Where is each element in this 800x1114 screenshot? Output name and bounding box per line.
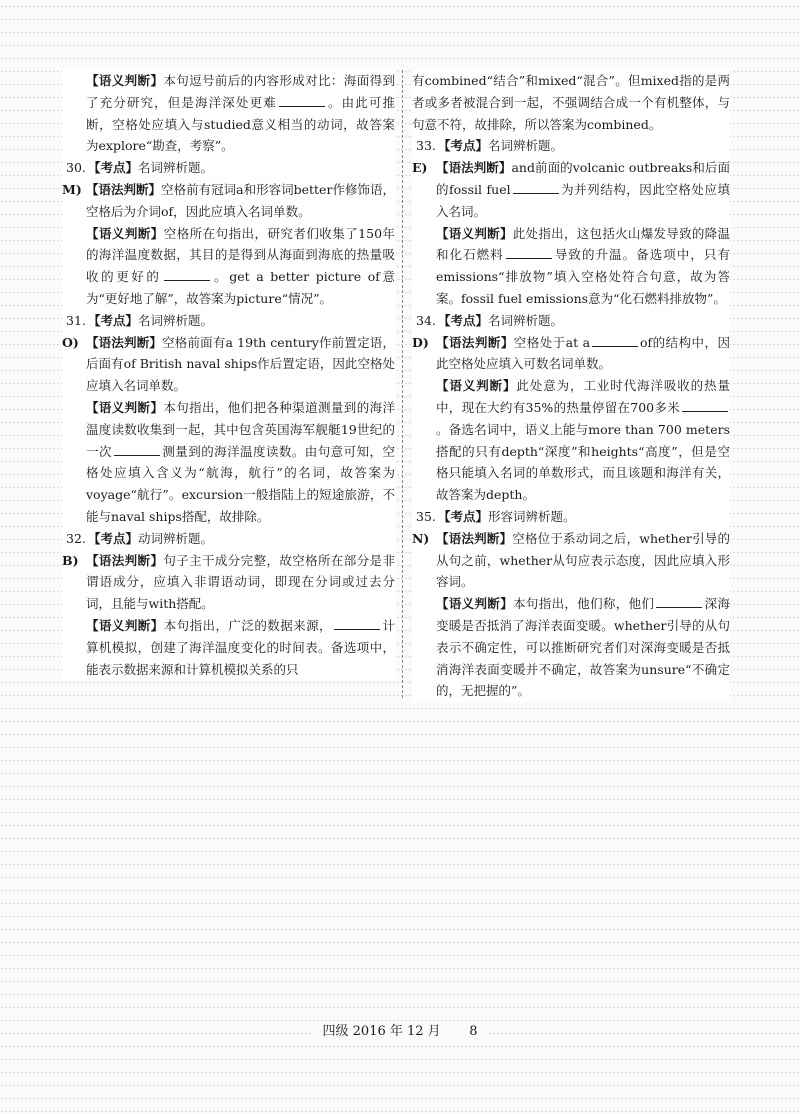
page-footer	[0, 1020, 800, 1039]
question-header	[412, 135, 730, 157]
test-point-tag: 【考点】	[438, 508, 489, 524]
explanation-text: 空格前面有a 19th century作前置定语，后面有of British naval ships作后置定语，因此空格处应填入名词单数。	[86, 334, 395, 394]
explanation-text: 句子主干成分完整，故空格所在部分是非谓语成分，应填入非谓语动词，即现在分词或过去分词，且能与with搭配。	[86, 552, 395, 612]
explanation-text: and前面的volcanic outbreaks和后面的fossil fuel	[436, 160, 730, 197]
right-column	[412, 70, 730, 702]
explanation-text: 导致的升温。备选项中，只有emissions“排放物”填入空格处符合句意，故为答案。fossil fuel emissions意为“化石燃料排放物”。	[436, 247, 730, 306]
question-type: 形容词辨析题。	[488, 508, 576, 524]
question-type: 名词辨析题。	[488, 138, 564, 154]
analysis-tag: 【语义判断】	[86, 225, 164, 241]
footer-exam-label: 四级 2016 年 12 月	[317, 1024, 447, 1039]
meaning-analysis	[62, 223, 395, 310]
analysis-tag: 【语法判断】	[436, 530, 513, 546]
meaning-analysis	[62, 397, 395, 528]
explanation-text: 。备选名词中，语义上能与more than 700 meters搭配的只有depth“深度”和heights“高度”，但是空格只能填入名词的单数形式，而且该题和海洋有关，故答案为depth。	[436, 421, 730, 503]
question-type: 动词辨析题。	[138, 530, 214, 546]
grammar-analysis	[412, 332, 730, 376]
question-number: 32.	[66, 530, 86, 546]
question-header	[62, 528, 395, 550]
question-header	[412, 506, 730, 528]
question-header	[412, 310, 730, 332]
analysis-tag: 【语法判断】	[436, 334, 514, 350]
continued-text	[412, 70, 730, 135]
explanation-text: 计算机模拟，创建了海洋温度变化的时间表。备选项中，能表示数据来源和计算机模拟关系的只	[86, 617, 395, 677]
explanation-text: 。get a better picture of意为“更好地了解”，故答案为picture“情况”。	[86, 269, 395, 306]
meaning-analysis	[412, 593, 730, 702]
explanation-text: 测量到的海洋温度读数。由句意可知，空格处应填入含义为“航海，航行”的名词，故答案为voyage“航行”。excursion一般指陆上的短途旅游，不能与naval ships搭配，故排除。	[86, 443, 395, 524]
blank-line	[506, 244, 552, 259]
blank-line	[334, 615, 380, 630]
question-header	[62, 157, 395, 179]
answer-letter: O)	[62, 334, 79, 350]
explanation-text: 此处指出，这包括火山爆发导致的降温和化石燃料	[436, 225, 730, 263]
analysis-tag: 【语义判断】	[86, 399, 164, 415]
explanation-text: 空格前有冠词a和形容词better作修饰语，空格后为介词of，因此应填入名词单数。	[86, 181, 395, 219]
analysis-tag: 【语法判断】	[436, 160, 512, 176]
blank-line	[164, 266, 210, 281]
test-point-tag: 【考点】	[88, 530, 139, 546]
explanation-text: 本句指出，他们称，他们	[513, 596, 655, 612]
grammar-analysis	[62, 550, 395, 615]
question-number: 30.	[66, 160, 86, 176]
meaning-analysis	[62, 615, 395, 680]
question-type: 名词辨析题。	[138, 160, 214, 176]
blank-line	[279, 92, 325, 107]
explanation-text: 空格位于系动词之后，whether引导的从句之前，whether从句应表示态度，因此应填入形容词。	[436, 530, 730, 590]
explanation-text: 深海变暖是否抵消了海洋表面变暖。whether引导的从句表示不确定性，可以推断研究者们对深海变暖是否抵消海洋表面变暖并不确定，故答案为unsure“不确定的，无把握的”。	[436, 596, 730, 699]
test-point-tag: 【考点】	[438, 312, 489, 328]
blank-line	[656, 593, 702, 608]
explanation-text: of的结构中，因此空格处应填入可数名词单数。	[436, 334, 730, 372]
blank-line	[114, 441, 160, 456]
column-divider	[402, 70, 403, 698]
explanation-text: 空格处于at a	[513, 334, 591, 350]
grammar-analysis	[62, 179, 395, 223]
explanation-text: 有combined“结合”和mixed“混合”。但mixed指的是两者或多者被混合到一起，不强调结合成一个有机整体，与句意不符，故排除，所以答案为combined。	[412, 73, 730, 132]
question-number: 35.	[416, 508, 436, 524]
answer-letter: N)	[412, 530, 430, 546]
explanation-text: 。由此可推断，空格处应填入与studied意义相当的动词，故答案为explore“勘查，考察”。	[86, 94, 395, 154]
explanation-text: 本句逗号前后的内容形成对比：海面得到了充分研究，但是海洋深处更难	[86, 73, 395, 110]
test-point-tag: 【考点】	[88, 312, 139, 328]
question-header	[62, 310, 395, 332]
meaning-analysis	[62, 70, 395, 157]
left-column	[62, 70, 395, 680]
answer-letter: M)	[62, 181, 82, 197]
explanation-text: 为并列结构，因此空格处应填入名词。	[436, 181, 730, 219]
grammar-analysis	[412, 157, 730, 222]
answer-letter: D)	[412, 334, 429, 350]
answer-letter: E)	[412, 160, 428, 176]
answer-letter: B)	[62, 552, 79, 568]
question-number: 33.	[416, 138, 436, 154]
explanation-text: 本句指出，他们把各种渠道测量到的海洋温度读数收集到一起，其中包含英国海军舰艇19世纪的一次	[86, 399, 395, 459]
analysis-tag: 【语法判断】	[86, 334, 163, 350]
explanation-text: 空格所在句指出，研究者们收集了150年的海洋温度数据，其目的是得到从海面到海底的热量吸收的更好的	[86, 225, 395, 285]
blank-line	[513, 179, 559, 194]
analysis-tag: 【语法判断】	[86, 181, 162, 197]
explanation-text: 此处意为，工业时代海洋吸收的热量中，现在大约有35%的热量停留在700多米	[436, 378, 730, 415]
question-number: 34.	[416, 312, 436, 328]
analysis-tag: 【语法判断】	[86, 552, 164, 568]
question-type: 名词辨析题。	[138, 312, 214, 328]
blank-line	[592, 332, 638, 347]
grammar-analysis	[412, 528, 730, 593]
blank-line	[682, 397, 728, 412]
question-number: 31.	[66, 312, 86, 328]
meaning-analysis	[412, 375, 730, 506]
grammar-analysis	[62, 332, 395, 397]
analysis-tag: 【语义判断】	[436, 596, 514, 612]
analysis-tag: 【语义判断】	[86, 73, 164, 88]
analysis-tag: 【语义判断】	[436, 225, 513, 241]
meaning-analysis	[412, 223, 730, 310]
test-point-tag: 【考点】	[438, 138, 489, 154]
analysis-tag: 【语义判断】	[86, 617, 164, 633]
footer-page-number: 8	[463, 1024, 483, 1039]
explanation-text: 本句指出，广泛的数据来源，	[163, 617, 333, 633]
question-type: 名词辨析题。	[488, 312, 564, 328]
analysis-tag: 【语义判断】	[436, 378, 517, 394]
test-point-tag: 【考点】	[88, 160, 139, 176]
